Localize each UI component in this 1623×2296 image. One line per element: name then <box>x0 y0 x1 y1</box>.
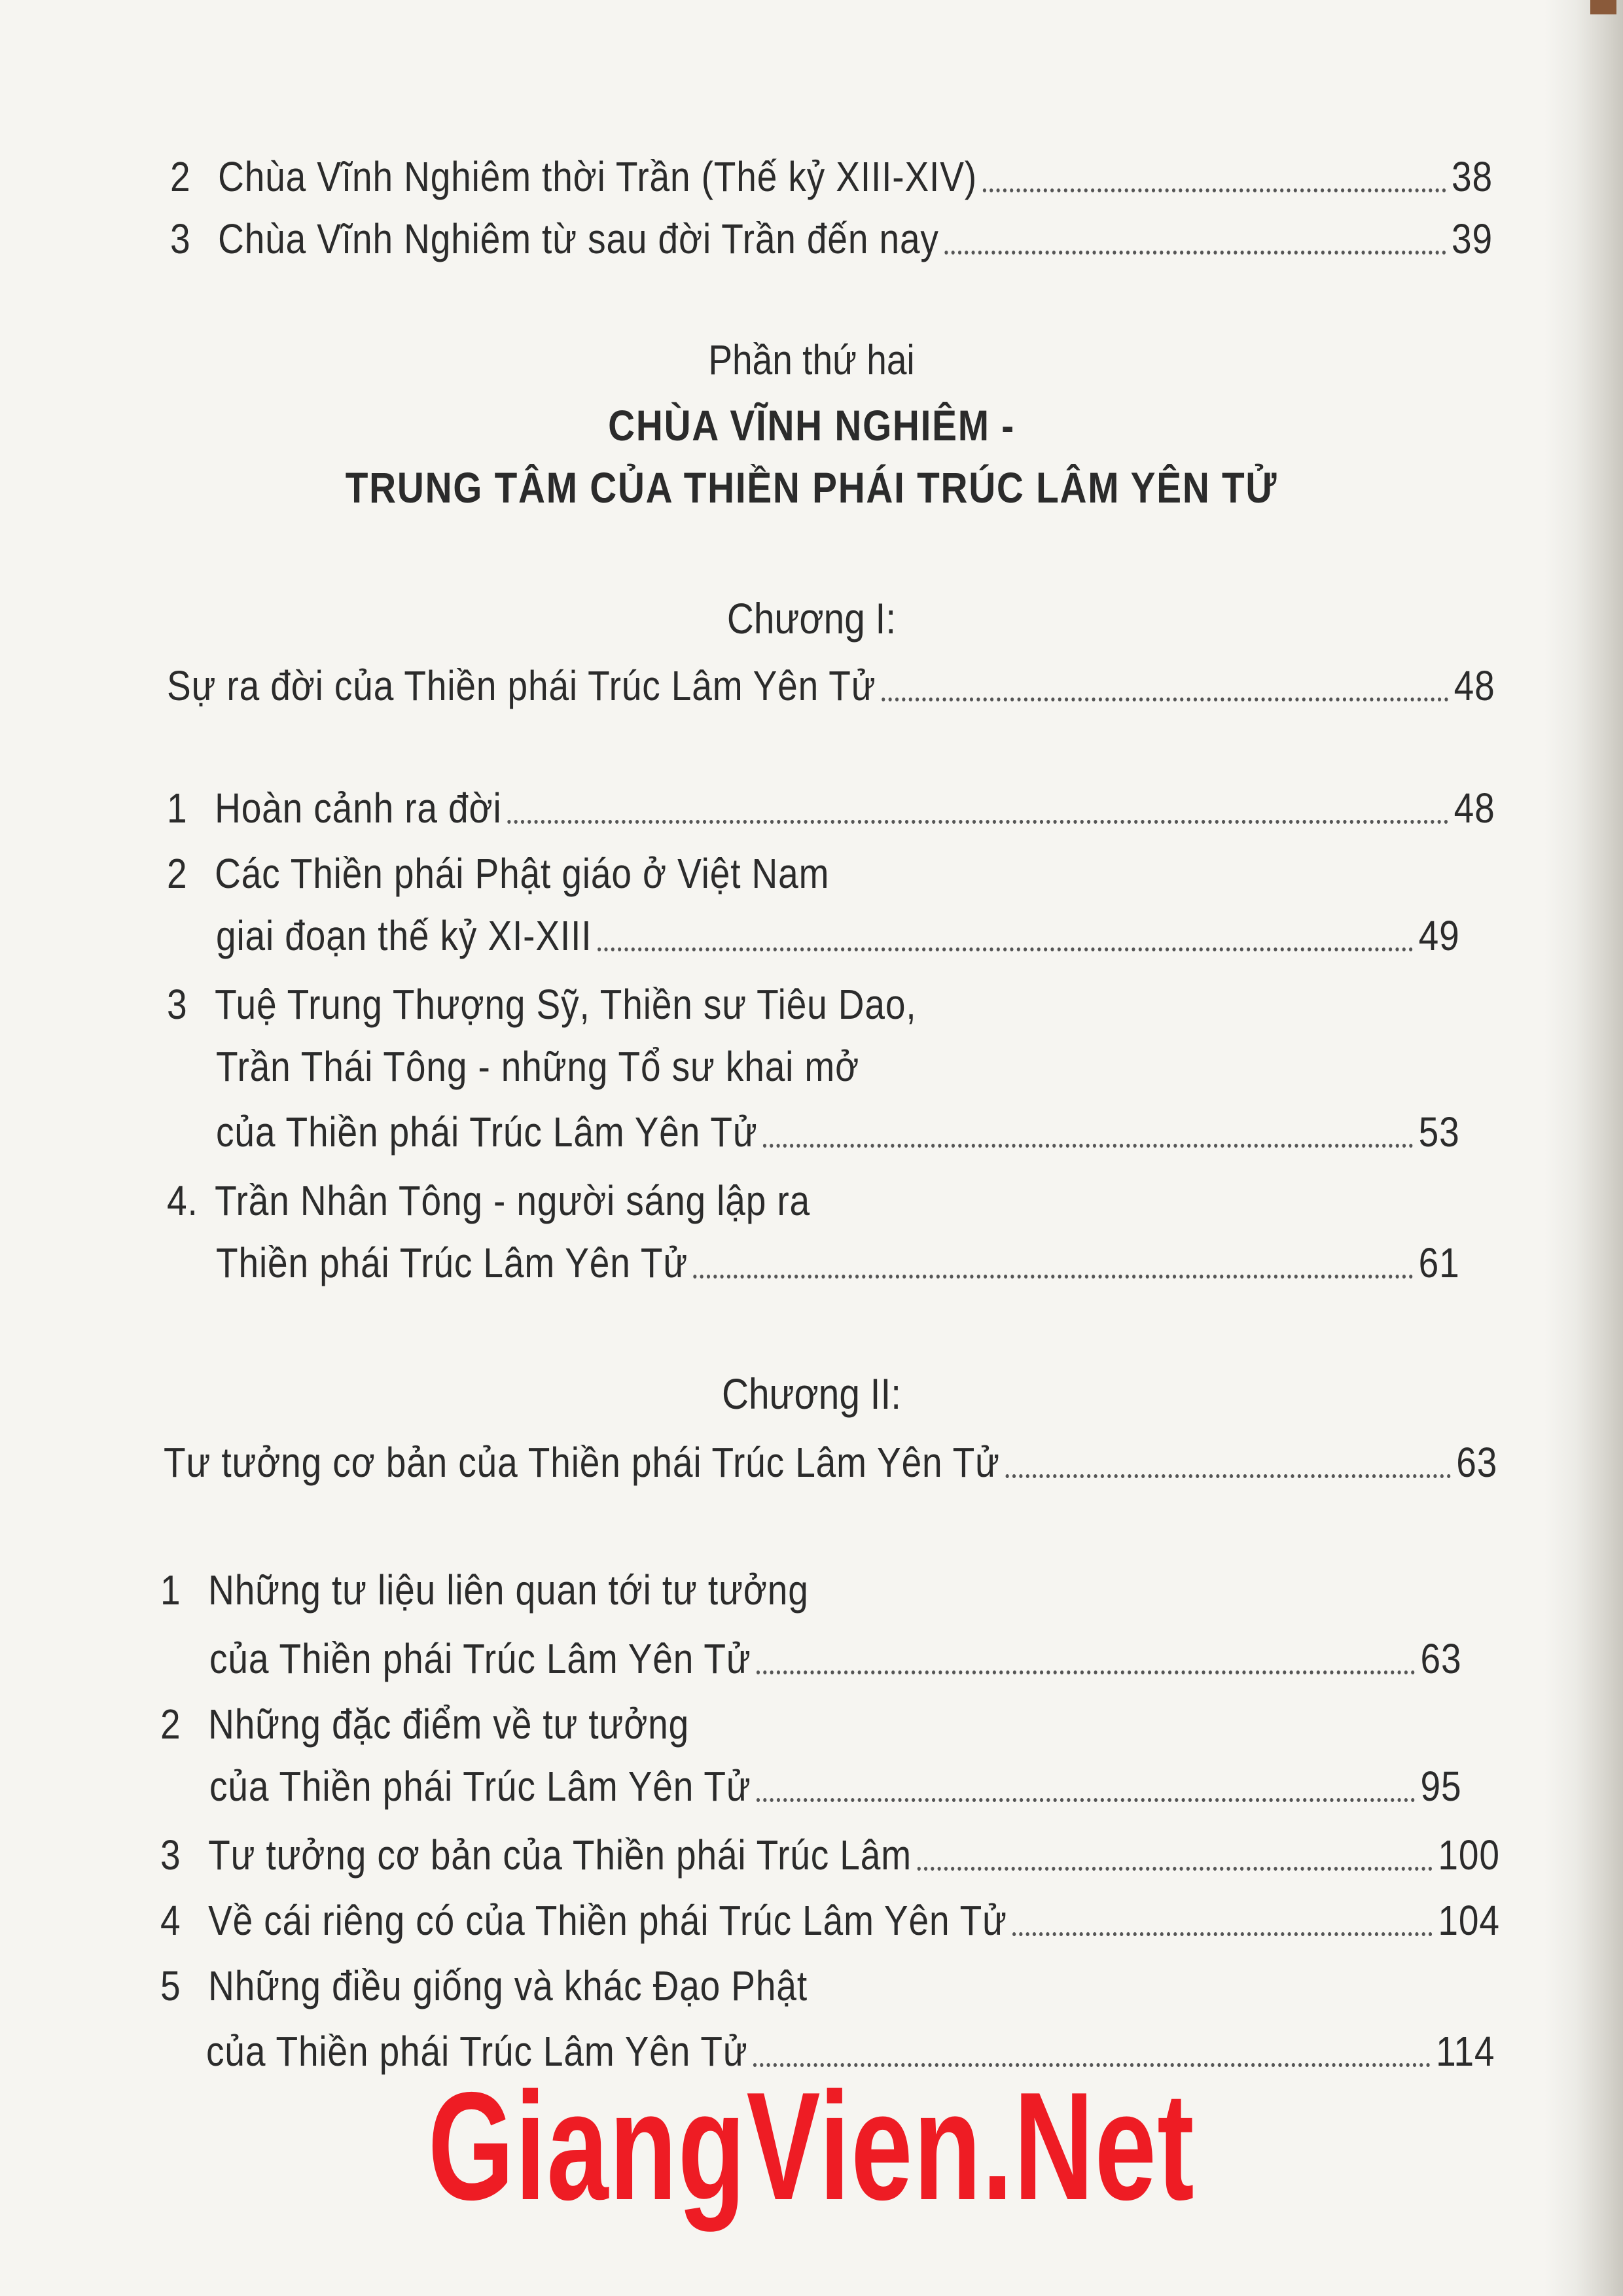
toc-entry-line <box>167 1174 810 1227</box>
entry-label: Về cái riêng có của Thiền phái Trúc Lâm Yên Tử <box>208 1897 1007 1944</box>
toc-entry <box>209 1633 1462 1685</box>
toc-entry-line <box>160 1564 809 1616</box>
entry-label: Thiền phái Trúc Lâm Yên Tử <box>216 1239 688 1286</box>
dot-leader <box>1005 1474 1450 1478</box>
entry-label: Chùa Vĩnh Nghiêm từ sau đời Trần đến nay <box>218 215 939 262</box>
entry-page: 48 <box>1454 662 1495 709</box>
entry-page: 104 <box>1438 1897 1500 1944</box>
toc-entry-line <box>216 1040 859 1093</box>
dot-leader <box>918 1867 1433 1871</box>
entry-number: 4. <box>167 1177 198 1224</box>
chapter1-heading: Chương I: <box>726 594 897 643</box>
entry-page: 48 <box>1454 785 1495 832</box>
entry-number: 5 <box>160 1962 181 2009</box>
entry-page: 95 <box>1420 1763 1462 1810</box>
dot-leader <box>507 820 1448 824</box>
entry-label: của Thiền phái Trúc Lâm Yên Tử <box>209 1763 751 1810</box>
dot-leader <box>983 188 1446 192</box>
entry-page: 114 <box>1436 2028 1495 2075</box>
entry-page: 49 <box>1418 912 1460 959</box>
chapter2-title: Tư tưởng cơ bản của Thiền phái Trúc Lâm Yên Tử <box>164 1439 1000 1486</box>
toc-entry <box>170 150 1493 203</box>
chapter2-heading: Chương II: <box>722 1369 901 1418</box>
part-title-line2: TRUNG TÂM CỦA THIỀN PHÁI TRÚC LÂM YÊN TỬ <box>345 463 1278 512</box>
chapter1-title-entry <box>167 660 1495 712</box>
entry-page: 61 <box>1418 1239 1460 1286</box>
entry-number: 2 <box>167 850 188 897</box>
dot-leader <box>944 251 1446 255</box>
entry-label: của Thiền phái Trúc Lâm Yên Tử <box>206 2028 748 2075</box>
entry-label: Hoàn cảnh ra đời <box>215 785 502 832</box>
dot-leader <box>597 947 1413 951</box>
dot-leader <box>757 1798 1415 1802</box>
entry-label: giai đoạn thế kỷ XI-XIII <box>216 912 592 959</box>
dot-leader <box>694 1275 1413 1279</box>
entry-page: 63 <box>1456 1439 1498 1486</box>
entry-page: 38 <box>1452 153 1493 200</box>
entry-label: Tư tưởng cơ bản của Thiền phái Trúc Lâm <box>208 1831 912 1879</box>
entry-number: 2 <box>170 153 191 200</box>
entry-label: Trần Thái Tông - những Tổ sư khai mở <box>216 1043 860 1090</box>
entry-label: của Thiền phái Trúc Lâm Yên Tử <box>216 1108 758 1156</box>
watermark-text: GiangVien.Net <box>427 2060 1196 2232</box>
entry-label: Chùa Vĩnh Nghiêm thời Trần (Thế kỷ XIII-XIV) <box>218 153 977 200</box>
entry-label: Những điều giống và khác Đạo Phật <box>208 1962 808 2009</box>
toc-entry <box>160 1894 1500 1947</box>
entry-number: 3 <box>170 215 191 262</box>
entry-label: Những tư liệu liên quan tới tư tưởng <box>208 1566 809 1614</box>
toc-entry-line <box>167 978 916 1031</box>
toc-entry <box>216 1106 1460 1158</box>
dot-leader <box>763 1144 1413 1148</box>
toc-entry-line <box>160 1960 808 2012</box>
entry-label: Những đặc điểm về tư tưởng <box>208 1701 690 1748</box>
part-subtitle: Phần thứ hai <box>708 336 915 383</box>
entry-label: của Thiền phái Trúc Lâm Yên Tử <box>209 1635 751 1682</box>
chapter2-title-entry <box>164 1436 1497 1489</box>
dot-leader <box>882 698 1448 701</box>
toc-entry <box>160 1829 1500 1881</box>
chapter1-title: Sự ra đời của Thiền phái Trúc Lâm Yên Tử <box>167 662 876 709</box>
toc-entry-line <box>167 847 829 900</box>
entry-number: 1 <box>167 785 188 832</box>
entry-label: Các Thiền phái Phật giáo ở Việt Nam <box>215 850 830 897</box>
toc-entry <box>216 1237 1460 1289</box>
toc-entry <box>209 1760 1462 1812</box>
entry-number: 3 <box>167 981 188 1028</box>
entry-page: 100 <box>1438 1831 1500 1879</box>
part-title-line1: CHÙA VĨNH NGHIÊM - <box>608 401 1015 450</box>
entry-number: 2 <box>160 1701 181 1748</box>
entry-page: 39 <box>1452 215 1493 262</box>
entry-number: 4 <box>160 1897 181 1944</box>
entry-page: 63 <box>1420 1635 1462 1682</box>
toc-entry <box>167 782 1495 834</box>
entry-label: Trần Nhân Tông - người sáng lập ra <box>215 1177 811 1224</box>
entry-label: Tuệ Trung Thượng Sỹ, Thiền sư Tiêu Dao, <box>215 981 917 1028</box>
dot-leader <box>1012 1932 1432 1936</box>
toc-entry-line <box>160 1698 689 1750</box>
entry-number: 1 <box>160 1566 181 1614</box>
toc-entry <box>216 910 1460 962</box>
entry-page: 53 <box>1418 1108 1460 1156</box>
entry-number: 3 <box>160 1831 181 1879</box>
dot-leader <box>757 1670 1415 1674</box>
toc-entry <box>170 213 1493 265</box>
